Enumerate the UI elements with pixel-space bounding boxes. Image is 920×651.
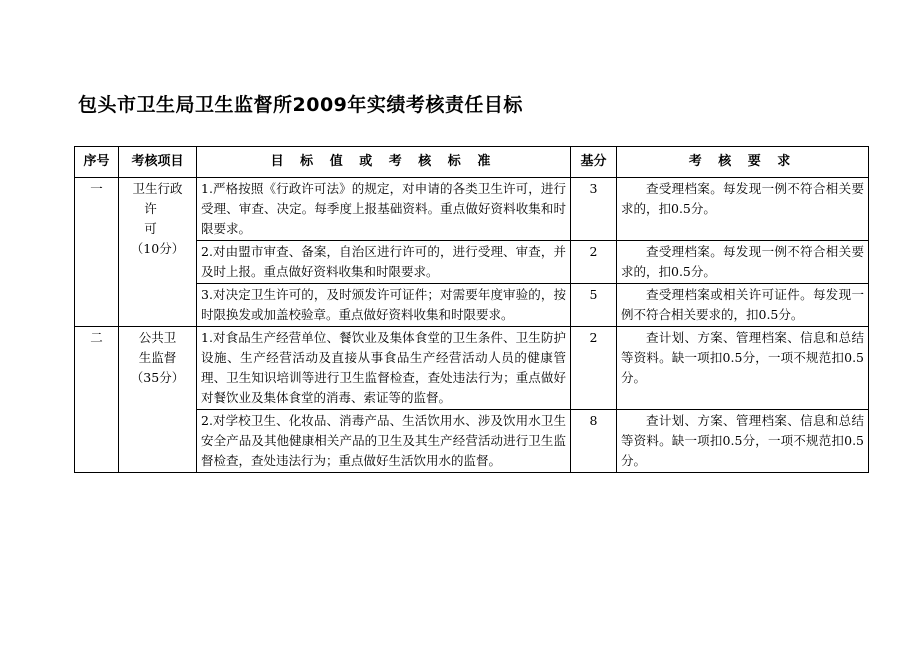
score-cell: 5 [571,284,617,327]
header-seq: 序号 [75,147,119,178]
table-row [75,178,869,241]
standard-cell: 1.严格按照《行政许可法》的规定，对申请的各类卫生许可，进行受理、审查、决定。每季度上报基础资料。重点做好资料收集和时限要求。 [197,178,571,241]
score-cell: 8 [571,410,617,473]
table-row [75,327,869,410]
item-line: （10分） [130,241,185,256]
standard-cell: 1.对食品生产经营单位、餐饮业及集体食堂的卫生条件、卫生防护设施、生产经营活动及直接从事食品生产经营活动人员的健康管理、卫生知识培训等进行卫生监督检查，查处违法行为；重点做好对餐饮业及集体食堂的消毒、索证等的监督。 [197,327,571,410]
group-item-cell [119,178,197,327]
score-cell: 2 [571,327,617,410]
standard-cell: 3.对决定卫生许可的，及时颁发许可证件；对需要年度审验的，按时限换发或加盖校验章。重点做好资料收集和时限要求。 [197,284,571,327]
score-cell: 2 [571,241,617,284]
score-cell: 3 [571,178,617,241]
standard-cell: 2.对学校卫生、化妆品、消毒产品、生活饮用水、涉及饮用水卫生安全产品及其他健康相关产品的卫生及其生产经营活动进行卫生监督检查，查处违法行为；重点做好生活饮用水的监督。 [197,410,571,473]
group-seq-cell: 二 [75,327,119,473]
group-item-cell [119,327,197,473]
group-seq-cell: 一 [75,178,119,327]
item-line: （35分） [130,370,185,385]
header-item: 考核项目 [119,147,197,178]
requirement-cell: 查计划、方案、管理档案、信息和总结等资料。缺一项扣0.5分，一项不规范扣0.5分。 [617,410,869,473]
header-score: 基分 [571,147,617,178]
assessment-table [74,146,869,473]
table-header-row [75,147,869,178]
requirement-cell: 查计划、方案、管理档案、信息和总结等资料。缺一项扣0.5分，一项不规范扣0.5分。 [617,327,869,410]
item-line: 卫生行政 [132,181,183,196]
requirement-cell: 查受理档案。每发现一例不符合相关要求的，扣0.5分。 [617,241,869,284]
header-standard: 目 标 值 或 考 核 标 准 [197,147,571,178]
standard-cell: 2.对由盟市审查、备案，自治区进行许可的，进行受理、审查，并及时上报。重点做好资料收集和时限要求。 [197,241,571,284]
document-title: 包头市卫生局卫生监督所2009年实绩考核责任目标 [78,94,523,116]
requirement-cell: 查受理档案或相关许可证件。每发现一例不符合相关要求的，扣0.5分。 [617,284,869,327]
header-requirement: 考 核 要 求 [617,147,869,178]
item-line: 许 可 [144,201,171,236]
item-line: 公共卫 [138,330,177,345]
item-line: 生监督 [138,350,177,365]
requirement-cell: 查受理档案。每发现一例不符合相关要求的，扣0.5分。 [617,178,869,241]
